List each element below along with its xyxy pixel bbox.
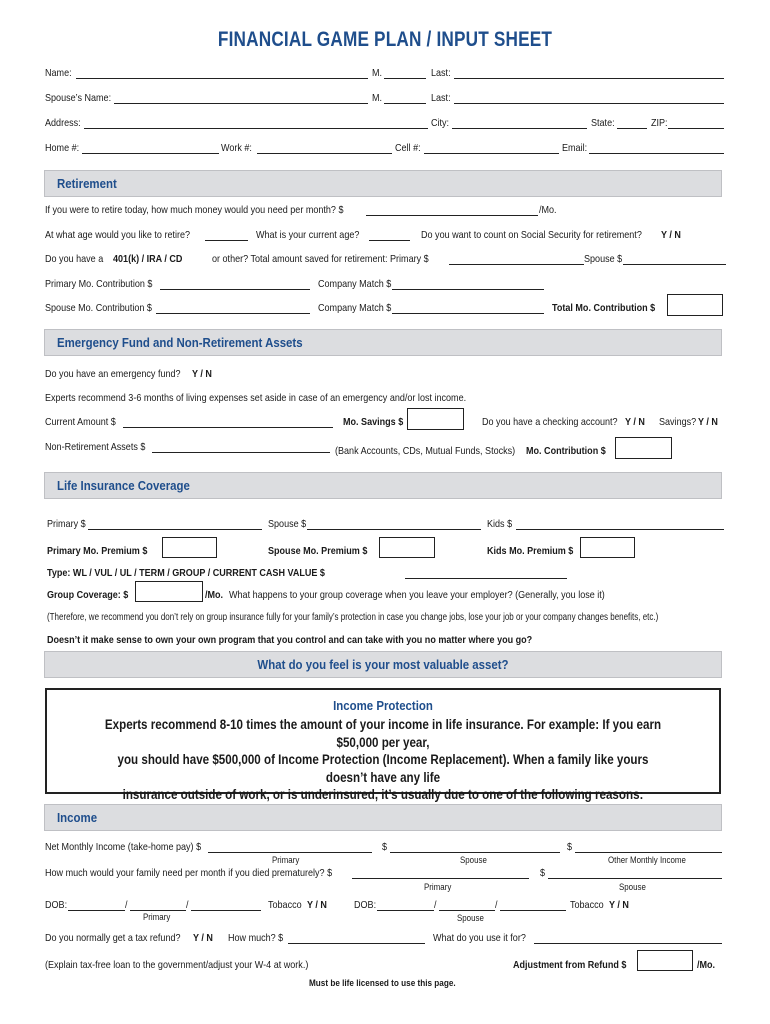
life-insurance-header-text: Life Insurance Coverage <box>57 478 190 493</box>
address-label: Address: <box>45 117 81 129</box>
retire-need-question: If you were to retire today, how much money would you need per month? $ <box>45 204 344 216</box>
spouse-middle-label: M. <box>372 92 383 104</box>
address-field[interactable] <box>84 128 428 129</box>
spouse-last-field[interactable] <box>454 103 724 104</box>
life-spouse-label: Spouse $ <box>268 518 307 530</box>
refund-use-question: What do you use it for? <box>433 932 526 944</box>
net-monthly-label: Net Monthly Income (take-home pay) $ <box>45 841 202 853</box>
city-field[interactable] <box>452 128 587 129</box>
total-contribution-label: Total Mo. Contribution $ <box>552 302 656 314</box>
dob-spouse-caption: Spouse <box>457 913 484 923</box>
city-label: City: <box>431 117 450 129</box>
primary-contribution-field[interactable] <box>160 289 310 290</box>
retirement-header-text: Retirement <box>57 176 117 191</box>
savings-yn[interactable]: Y / N <box>698 416 718 428</box>
footer-note: Must be life licensed to use this page. <box>309 978 456 989</box>
net-monthly-primary-field[interactable] <box>208 852 372 853</box>
emergency-note: Experts recommend 3-6 months of living expenses set aside in case of an emergency and/or lost income. <box>45 392 467 404</box>
current-age-field[interactable] <box>369 240 410 241</box>
total-saved-question: or other? Total amount saved for retirement: Primary $ <box>212 253 429 265</box>
home-phone-field[interactable] <box>82 153 219 154</box>
explain-note: (Explain tax-free loan to the government/adjust your W-4 at work.) <box>45 959 309 971</box>
primary-dob-label: DOB: <box>45 899 68 911</box>
retirement-header <box>44 170 722 197</box>
spouse-middle-field[interactable] <box>384 103 426 104</box>
current-amount-label: Current Amount $ <box>45 416 116 428</box>
kids-premium-label: Kids Mo. Premium $ <box>487 545 574 557</box>
zip-label: ZIP: <box>651 117 668 129</box>
mo-savings-box[interactable] <box>407 408 464 430</box>
net-monthly-spouse-field[interactable] <box>390 852 560 853</box>
emergency-header <box>44 329 722 356</box>
middle-label: M. <box>372 67 383 79</box>
spouse-saved-field[interactable] <box>623 264 726 265</box>
group-coverage-note: (Therefore, we recommend you don’t rely on group insurance fully for your family’s protection in case you change jobs, lose your job or your company changes benefits, etc.) <box>47 612 659 623</box>
checking-question: Do you have a checking account? <box>482 416 618 428</box>
primary-caption: Primary <box>272 855 300 865</box>
bank-accounts-note: (Bank Accounts, CDs, Mutual Funds, Stocks) <box>335 445 516 457</box>
work-phone-field[interactable] <box>257 153 392 154</box>
social-security-yn[interactable]: Y / N <box>661 229 681 241</box>
primary-dob-day[interactable] <box>130 910 186 911</box>
state-label: State: <box>591 117 615 129</box>
primary-tobacco-yn[interactable]: Y / N <box>307 899 327 911</box>
net-monthly-spouse-dollar: $ <box>382 841 388 853</box>
mo-savings-label: Mo. Savings $ <box>343 416 404 428</box>
email-field[interactable] <box>589 153 724 154</box>
spouse-dob-slash-1: / <box>434 899 437 911</box>
accounts-question: Do you have a <box>45 253 104 265</box>
other-income-caption: Other Monthly Income <box>608 855 686 865</box>
home-phone-label: Home #: <box>45 142 80 154</box>
life-insurance-header <box>44 472 722 499</box>
current-age-question: What is your current age? <box>256 229 360 241</box>
family-need-primary-caption: Primary <box>424 882 452 892</box>
mo-contribution-label: Mo. Contribution $ <box>526 445 606 457</box>
current-amount-field[interactable] <box>123 427 333 428</box>
group-coverage-unit: /Mo. <box>205 589 224 601</box>
own-program-question: Doesn’t it make sense to own your own program that you control and can take with you no matter where you go? <box>47 634 533 646</box>
cash-value-field[interactable] <box>405 578 567 579</box>
non-retirement-label: Non-Retirement Assets $ <box>45 441 146 453</box>
company-match-label: Company Match $ <box>318 278 392 290</box>
primary-saved-field[interactable] <box>449 264 584 265</box>
primary-dob-month[interactable] <box>68 910 125 911</box>
spouse-saved-label: Spouse $ <box>584 253 623 265</box>
valuable-asset-header <box>44 651 722 678</box>
work-phone-label: Work #: <box>221 142 252 154</box>
other-income-field[interactable] <box>575 852 722 853</box>
social-security-question: Do you want to count on Social Security for retirement? <box>421 229 642 241</box>
retire-need-field[interactable] <box>366 215 538 216</box>
name-field[interactable] <box>76 78 368 79</box>
income-protection-box <box>45 688 721 802</box>
middle-field[interactable] <box>384 78 426 79</box>
how-much-label: How much? $ <box>228 932 284 944</box>
checking-yn[interactable]: Y / N <box>625 416 645 428</box>
income-protection-line-1: Experts recommend 8-10 times the amount of your income in life insurance. For example: If you earn $50,000 per year, <box>104 717 662 750</box>
spouse-company-match-field[interactable] <box>392 313 544 314</box>
emergency-header-text: Emergency Fund and Non-Retirement Assets <box>57 335 303 350</box>
family-need-spouse-dollar: $ <box>540 867 546 879</box>
non-retirement-field[interactable] <box>152 452 330 453</box>
retire-age-field[interactable] <box>205 240 248 241</box>
family-need-question: How much would your family need per month if you died prematurely? $ <box>45 867 333 879</box>
page-title: FINANCIAL GAME PLAN / INPUT SHEET <box>217 28 553 51</box>
primary-dob-slash-2: / <box>186 899 189 911</box>
income-header-text: Income <box>57 810 98 825</box>
emergency-fund-yn[interactable]: Y / N <box>192 368 212 380</box>
mo-contribution-box[interactable] <box>615 437 672 459</box>
spouse-contribution-field[interactable] <box>156 313 310 314</box>
emergency-fund-question: Do you have an emergency fund? <box>45 368 181 380</box>
spouse-dob-slash-2: / <box>495 899 498 911</box>
how-much-field[interactable] <box>288 943 425 944</box>
life-primary-label: Primary $ <box>47 518 86 530</box>
other-income-dollar: $ <box>567 841 573 853</box>
life-kids-field[interactable] <box>516 529 724 530</box>
kids-premium-box[interactable] <box>580 537 635 558</box>
primary-contribution-label: Primary Mo. Contribution $ <box>45 278 153 290</box>
retire-need-unit: /Mo. <box>539 204 557 216</box>
spouse-name-field[interactable] <box>114 103 368 104</box>
income-header <box>44 804 722 831</box>
spouse-tobacco-label: Tobacco <box>570 899 604 911</box>
spouse-name-label: Spouse’s Name: <box>45 92 112 104</box>
adjustment-label: Adjustment from Refund $ <box>513 959 627 971</box>
primary-tobacco-label: Tobacco <box>268 899 302 911</box>
spouse-last-label: Last: <box>431 92 451 104</box>
spouse-contribution-label: Spouse Mo. Contribution $ <box>45 302 152 314</box>
refund-use-field[interactable] <box>534 943 722 944</box>
life-kids-label: Kids $ <box>487 518 513 530</box>
primary-premium-label: Primary Mo. Premium $ <box>47 545 148 557</box>
primary-dob-slash-1: / <box>125 899 128 911</box>
spouse-caption: Spouse <box>460 855 487 865</box>
spouse-dob-day[interactable] <box>439 910 495 911</box>
adjustment-box[interactable] <box>637 950 693 971</box>
spouse-premium-label: Spouse Mo. Premium $ <box>268 545 368 557</box>
spouse-dob-year[interactable] <box>500 910 566 911</box>
savings-question: Savings? <box>659 416 697 428</box>
account-type-options[interactable]: 401(k) / IRA / CD <box>113 253 183 265</box>
family-need-primary-field[interactable] <box>352 878 529 879</box>
group-coverage-label: Group Coverage: $ <box>47 589 129 601</box>
last-field[interactable] <box>454 78 724 79</box>
policy-type-options[interactable]: Type: WL / VUL / UL / TERM / GROUP / CURRENT CASH VALUE $ <box>47 567 325 579</box>
income-protection-title: Income Protection <box>333 698 433 713</box>
life-primary-field[interactable] <box>88 529 262 530</box>
spouse-dob-label: DOB: <box>354 899 377 911</box>
spouse-tobacco-yn[interactable]: Y / N <box>609 899 629 911</box>
valuable-asset-question: What do you feel is your most valuable asset? <box>257 657 509 672</box>
life-spouse-field[interactable] <box>307 529 481 530</box>
zip-field[interactable] <box>668 128 724 129</box>
group-coverage-box[interactable] <box>135 581 203 602</box>
primary-premium-box[interactable] <box>162 537 217 558</box>
cell-phone-label: Cell #: <box>395 142 421 154</box>
name-label: Name: <box>45 67 72 79</box>
company-match-field[interactable] <box>392 289 544 290</box>
total-contribution-box[interactable] <box>667 294 723 316</box>
cell-phone-field[interactable] <box>424 153 559 154</box>
last-label: Last: <box>431 67 451 79</box>
income-protection-line-3: insurance outside of work, or is underinsured, it’s usually due to one of the following reasons: <box>122 787 644 802</box>
dob-primary-caption: Primary <box>143 912 171 922</box>
tax-refund-yn[interactable]: Y / N <box>193 932 213 944</box>
tax-refund-question: Do you normally get a tax refund? <box>45 932 181 944</box>
primary-dob-year[interactable] <box>191 910 261 911</box>
spouse-premium-box[interactable] <box>379 537 435 558</box>
group-coverage-question: What happens to your group coverage when you leave your employer? (Generally, you lose it) <box>229 589 605 601</box>
adjustment-unit: /Mo. <box>697 959 716 971</box>
spouse-dob-month[interactable] <box>377 910 434 911</box>
email-label: Email: <box>562 142 588 154</box>
spouse-company-match-label: Company Match $ <box>318 302 392 314</box>
income-protection-line-2: you should have $500,000 of Income Protection (Income Replacement). When a family like yours doesn’t have any life <box>117 752 649 785</box>
state-field[interactable] <box>617 128 647 129</box>
family-need-spouse-field[interactable] <box>548 878 722 879</box>
retire-age-question: At what age would you like to retire? <box>45 229 191 241</box>
family-need-spouse-caption: Spouse <box>619 882 646 892</box>
